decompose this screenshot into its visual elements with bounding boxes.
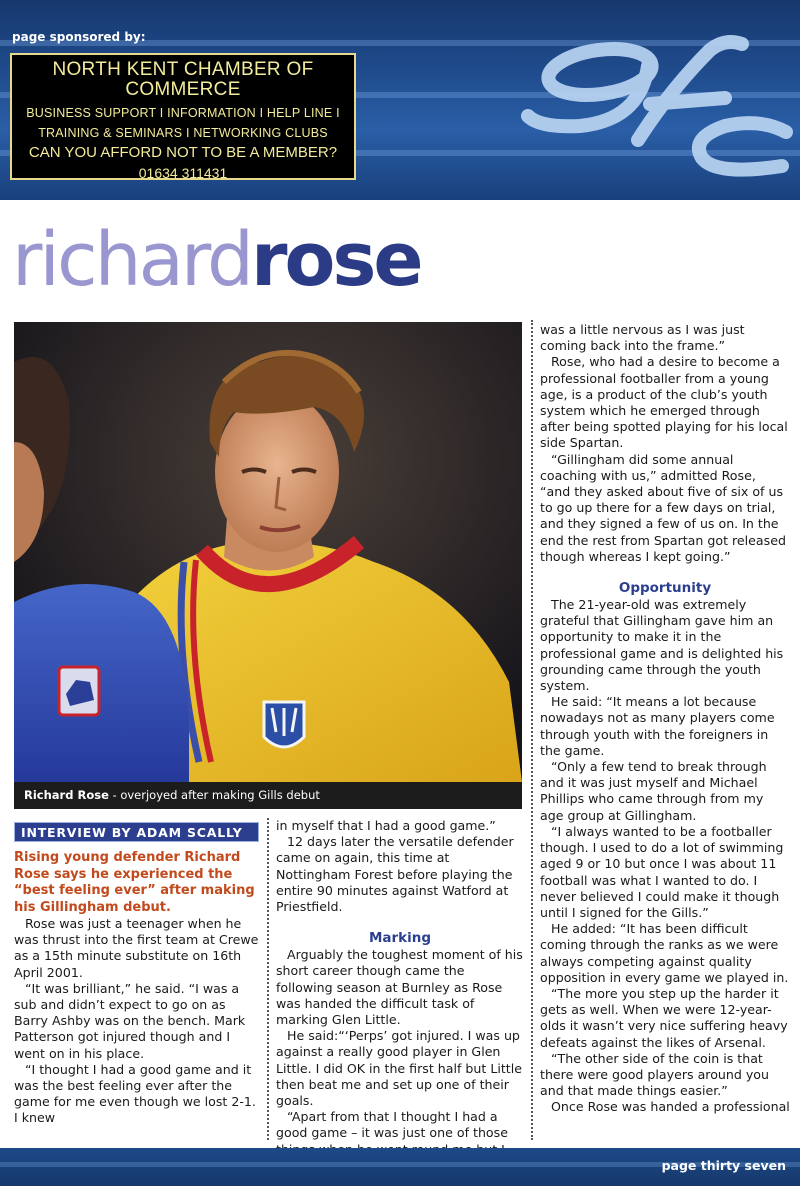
article-paragraph: “I always wanted to be a footballer though. I used to do a lot of swimming aged 9 or 10 but once I was about 11 football was what I wanted to do. I never believed I could make it though until I signed for the Gills.” [540,823,784,920]
article-column-2 [276,818,524,1158]
sponsor-question: CAN YOU AFFORD NOT TO BE A MEMBER? [28,144,338,161]
photo-caption [14,782,522,809]
article-paragraph: He added: “It has been difficult coming through the ranks as we were always competing against quality opposition in every game we played in. [540,921,789,985]
article-paragraph: Once Rose was handed a professional [551,1099,790,1115]
article-paragraph: “I thought I had a good game and it was the best feeling ever after the game for me even though we lost 2-1. I knew [14,1061,256,1126]
sponsor-name-line2: COMMERCE [125,79,241,100]
subheading-opportunity: Opportunity [618,580,712,597]
page-number: page thirty seven [661,1158,786,1173]
article-paragraph: “Apart from that I thought I had a good game – it was just one of those [276,1109,508,1141]
article-byline: INTERVIEW BY ADAM SCALLY [14,822,259,842]
title-last-name: rose [251,217,421,303]
article-paragraph: was a little nervous as I was just coming back into the frame.” [540,322,745,354]
subheading-marking: Marking [368,930,432,947]
sponsor-label: page sponsored by: [12,30,146,44]
sponsor-advert [10,53,356,180]
page-header [0,0,800,200]
article-paragraph: He said:“‘Perps’ got injured. I was up against a really good player in Glen Little. I did OK in the first half but Little then beat me and set up one of their goals. [276,1028,522,1109]
sponsor-phone: 01634 311431 [138,165,228,181]
sponsor-services-line1: BUSINESS SUPPORT I INFORMATION I HELP LINE I [26,106,340,120]
article-paragraph: “The other side of the coin is that there were good players around you and that made things easier.” [540,1050,769,1099]
caption-name: Richard Rose [24,788,109,802]
article-paragraph: He said: “It means a lot because nowadays not as many players come through youth with the foreigners in the game. [540,694,775,758]
article-paragraph: “It was brilliant,” he said. “I was a sub and didn’t expect to go on as Barry Ashby was on the bench. Mark Patterson got injured though and I went on in his place. [14,980,246,1061]
article-paragraph: “Gillingham did some annual coaching with us,” admitted Rose, “and they asked about five of six of us to go up there for a few days on trial, and they signed a few of us on. In the end the rest from Spartan got released though whereas I kept going.” [540,451,786,564]
gfc-logo [520,20,800,190]
article-paragraph: in myself that I had a good game.” [276,818,496,833]
article-column-3 [540,322,790,1116]
article-column-1 [14,822,259,1127]
player-photo-image [14,322,522,782]
article-paragraph: “The more you step up the harder it gets as well. When we were 12-year-olds it wasn’t very nice suffering heavy defeats against the likes of Arsenal. [540,985,788,1050]
article-standfirst: Rising young defender Richard Rose says he experienced the “best feeling ever” after making his Gillingham debut. [14,850,255,915]
page-title [12,210,421,310]
article-paragraph: Rose, who had a desire to become a professional footballer from a young age, is a product of the club’s youth system which he emerged through after being spotted playing for his local side Spartan. [540,354,788,451]
sponsor-name-line1: NORTH KENT CHAMBER OF [52,59,314,80]
caption-text: - overjoyed after making Gills debut [108,788,320,802]
article-paragraph: The 21-year-old was extremely grateful that Gillingham gave him an opportunity to make it in the professional game and is delighted his grounding came through the youth system. [540,597,784,694]
page-footer [0,1148,800,1186]
player-photo [14,322,522,782]
sponsor-services-line2: TRAINING & SEMINARS I NETWORKING CLUBS [38,126,328,140]
article-paragraph: “Only a few tend to break through and it was just myself and Michael Phillips who came through from my age group at Gillingham. [540,759,767,823]
article-paragraph: 12 days later the versatile defender came on again, this time at Nottingham Forest before playing the entire 90 minutes against Watford at Priestfield. [276,834,514,915]
column-divider [267,818,269,1140]
article-paragraph: Arguably the toughest moment of his short career though came the following season at Burnley as Rose was handed the difficult task of marking Glen Little. [276,947,523,1028]
column-divider [531,320,533,1140]
article-paragraph: Rose was just a teenager when he was thrust into the first team at Crewe as a 15th minute substitute on 16th April 2001. [14,916,259,980]
title-first-name: richard [12,217,252,303]
